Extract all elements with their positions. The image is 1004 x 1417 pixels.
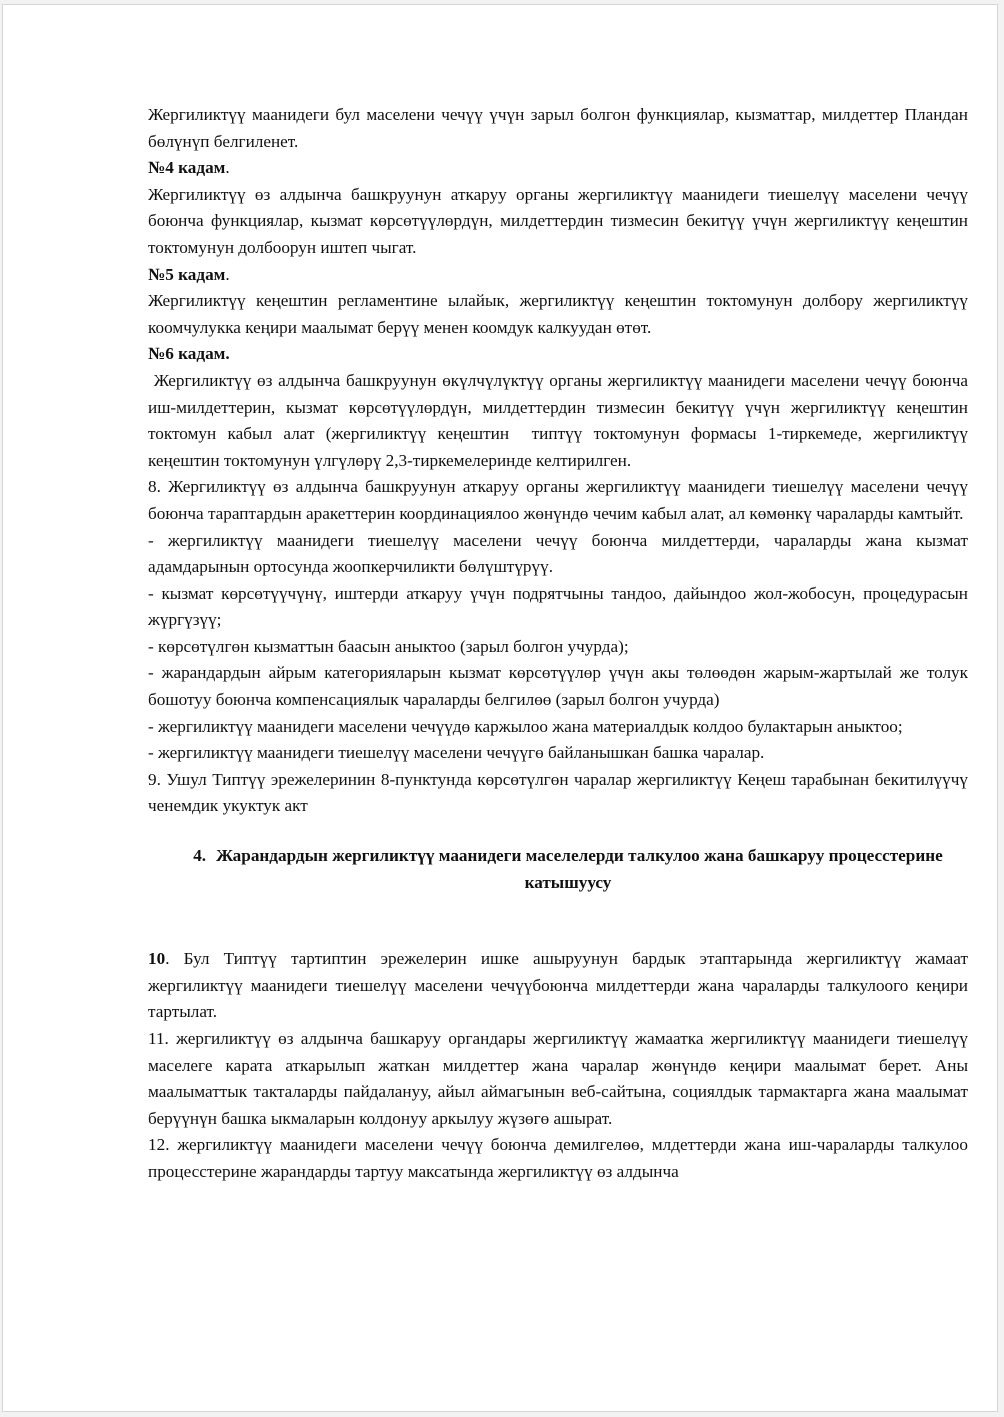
paragraph-functions: Жергиликтүү маанидеги бул маселени чечүү үчүн зарыл болгон функциялар, кызматтар, милдеттер Пландан бөлүнүп белгиленет.	[148, 105, 968, 151]
list-item: - жергиликтүү маанидеги тиешелүү маселени чечүүгө байланышкан башка чаралар.	[148, 743, 765, 763]
section-heading	[148, 843, 968, 896]
paragraph-step-6: Жергиликтүү өз алдынча башкруунун өкүлчүлүктүү органы жергиликтүү маанидеги маселени чечүү боюнча иш-милдеттерин, кызмат көрсөтүүлөрдүн, милдеттердин тизмесин бекитүү үчүн жергиликтүү кеңештин токтомун кабыл алат (жергиликтүү кеңештин типтүү токтомунун формасы 1-тиркемеде, жергиликтүү кеңештин токтомунун үлгүлөрү 2,3-тиркемелеринде келтирилген.	[148, 370, 973, 470]
item-10-text: . Бул Типтүү тартиптин эрежелерин ишке ашыруунун бардык этаптарында жергиликтүү жамаат жергиликтүү маанидеги тиешелүү маселени чечүүбоюнча милдеттерди жана чараларды талкулоого кеңири тартылат.	[148, 949, 968, 1022]
step-5-dot: .	[225, 264, 230, 284]
document-body	[148, 102, 973, 1186]
section-title: Жарандардын жергиликтүү маанидеги маселелерди талкулоо жана башкаруу процесстерине катышуусу	[216, 846, 943, 892]
step-4-label: №4 кадам	[148, 158, 226, 178]
list-item: - көрсөтүлгөн кызматтын баасын аныктоо (зарыл болгон учурда);	[148, 636, 629, 656]
paragraph-step-5: Жергиликтүү кеңештин регламентине ылайык, жергиликтүү кеңештин токтомунун долбору жергиликтүү коомчулукка кеңири маалымат берүү менен коомдук калкуудан өтөт.	[148, 291, 968, 337]
section-number: 4.	[193, 846, 207, 866]
list-item: - жарандардын айрым категорияларын кызмат көрсөтүүлөр үчүн акы төлөөдөн жарым-жартылай же толук бошотуу боюнча компенсациялык чараларды белгилөө (зарыл болгон учурда)	[148, 663, 968, 710]
step-4-dot: .	[225, 158, 230, 178]
item-10-number: 10	[148, 949, 166, 969]
document-page	[2, 4, 998, 1412]
list-item: - жергиликтүү маанидеги тиешелүү маселени чечүү боюнча милдеттерди, чараларды жана кызмат адамдарынын ортосунда жоопкерчиликти бөлүштүрүү.	[148, 530, 968, 577]
list-item: - кызмат көрсөтүүчүнү, иштерди аткаруу үчүн подрятчыны тандоо, дайындоо жол-жобосун, процедурасын жүргүзүү;	[148, 583, 968, 630]
paragraph-item-11: 11. жергиликтүү өз алдынча башкаруу органдары жергиликтүү жамаатка жергиликтүү маанидеги тиешелүү маселеге карата аткарылып жаткан милдеттер жана чаралар жөнүндө кеңири маалымат берет. Аны маалыматтык такталарды пайдалануу, айыл аймагынын веб-сайтына, социялдык тармактарга жана маалымат берүүнүн башка ыкмаларын колдонуу аркылуу жүзөгө ашырат.	[148, 1029, 968, 1128]
list-item: - жергиликтүү маанидеги маселени чечүүдө каржылоо жана материалдык колдоо булактарын аныктоо;	[148, 716, 903, 736]
paragraph-item-10	[148, 946, 968, 1026]
paragraph-step-4: Жергиликтүү өз алдынча башкруунун аткаруу органы жергиликтүү маанидеги тиешелүү маселени чечүү боюнча функциялар, кызмат көрсөтүүлөрдүн, милдеттердин тизмесин бекитүү үчүн жергиликтүү кеңештин токтомунун долбоорун иштеп чыгат.	[148, 184, 968, 257]
step-6-heading: №6 кадам.	[148, 344, 230, 364]
paragraph-item-9: 9. Ушул Типтүү эрежелеринин 8-пунктунда көрсөтүлгөн чаралар жергиликтүү Кеңеш тарабынан бекитилүүчү ченемдик укуктук акт	[148, 769, 968, 816]
step-5-heading	[148, 262, 968, 289]
step-4-heading	[148, 155, 968, 182]
paragraph-item-8: 8. Жергиликтүү өз алдынча башкруунун аткаруу органы жергиликтүү маанидеги тиешелүү маселени чечүү боюнча тараптардын аракеттерин координациялоо жөнүндө чечим кабыл алат, ал көмөнкү чараларды камтыйт.	[148, 477, 968, 523]
spacer	[148, 896, 968, 946]
paragraph-item-12: 12. жергиликтүү маанидеги маселени чечүү боюнча демилгелөө, млдеттерди жана иш-чараларды талкулоо процесстерине жарандарды тартуу максатында жергиликтүү өз алдынча	[148, 1135, 968, 1181]
step-5-label: №5 кадам	[148, 264, 226, 284]
